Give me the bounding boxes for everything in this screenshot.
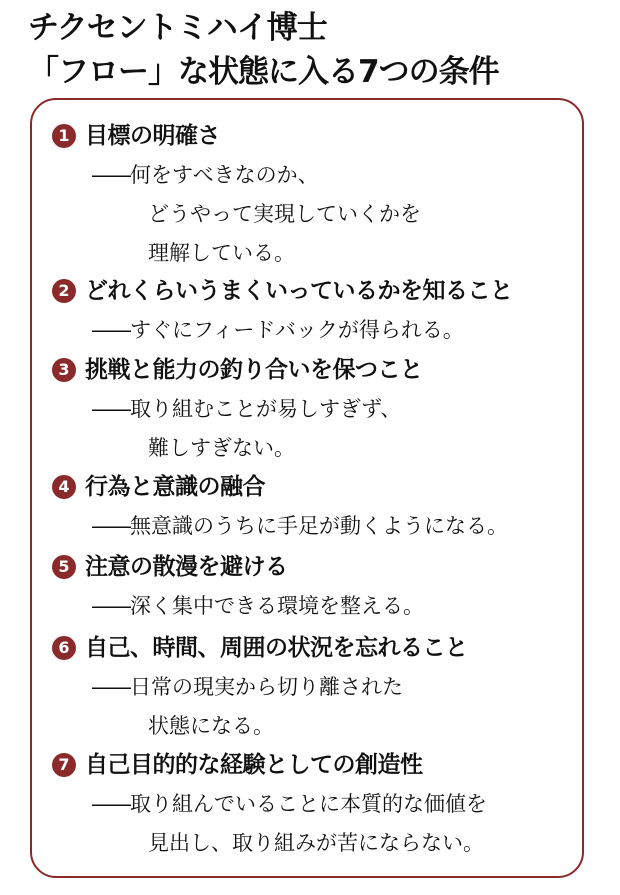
condition-item-2 <box>52 271 592 350</box>
dash-mark: ―― <box>92 792 128 816</box>
title-line-2: 「フロー」な状態に入る7つの条件 <box>28 54 499 90</box>
condition-description <box>52 785 592 863</box>
condition-heading: 自己目的的な経験としての創造性 <box>85 752 423 778</box>
description-text: 取り組んでいることに本質的な価値を <box>130 792 487 816</box>
condition-item-3 <box>52 350 592 468</box>
title-block <box>28 6 499 94</box>
condition-heading-row <box>52 350 592 390</box>
condition-heading: 自己、時間、周囲の状況を忘れること <box>85 635 468 661</box>
condition-heading: 目標の明確さ <box>85 123 220 149</box>
description-text: 取り組むことが易しすぎず、 <box>130 397 402 421</box>
condition-description <box>52 668 592 746</box>
condition-heading-row <box>52 271 592 311</box>
description-line: どうやって実現していくかを <box>148 202 421 226</box>
condition-heading: 注意の散漫を避ける <box>85 554 288 580</box>
number-badge-1: 1 <box>52 124 76 148</box>
description-line <box>52 390 592 429</box>
description-line <box>52 156 592 195</box>
condition-item-5 <box>52 547 592 626</box>
condition-heading: どれくらいうまくいっているかを知ること <box>85 278 513 304</box>
dash-mark: ―― <box>92 594 128 618</box>
description-line: 難しすぎない。 <box>148 436 295 460</box>
dash-mark: ―― <box>92 163 128 187</box>
description-line <box>52 668 592 707</box>
condition-heading: 挑戦と能力の釣り合いを保つこと <box>85 357 423 383</box>
condition-item-4 <box>52 467 592 546</box>
number-badge-4: 4 <box>52 475 76 499</box>
description-line: 理解している。 <box>148 241 295 265</box>
description-line <box>52 311 592 350</box>
condition-description <box>52 311 592 350</box>
condition-heading-row <box>52 116 592 156</box>
description-line <box>52 587 592 626</box>
dash-mark: ―― <box>92 514 128 538</box>
condition-description <box>52 390 592 468</box>
number-badge-7: 7 <box>52 753 76 777</box>
condition-heading-row <box>52 745 592 785</box>
condition-item-1 <box>52 116 592 273</box>
condition-description <box>52 507 592 546</box>
description-line: 状態になる。 <box>148 714 274 738</box>
condition-description <box>52 156 592 273</box>
condition-heading-row <box>52 547 592 587</box>
condition-item-7 <box>52 745 592 863</box>
condition-heading: 行為と意識の融合 <box>85 474 265 500</box>
description-text: 深く集中できる環境を整える。 <box>130 594 424 618</box>
title-line-1: チクセントミハイ博士 <box>28 10 327 46</box>
description-text: すぐにフィードバックが得られる。 <box>130 318 464 342</box>
description-line: 見出し、取り組みが苦にならない。 <box>148 831 484 855</box>
description-text: 何をすべきなのか、 <box>130 163 319 187</box>
number-badge-5: 5 <box>52 555 76 579</box>
condition-heading-row <box>52 628 592 668</box>
number-badge-6: 6 <box>52 636 76 660</box>
condition-description <box>52 587 592 626</box>
number-badge-2: 2 <box>52 279 76 303</box>
description-line <box>52 507 592 546</box>
condition-item-6 <box>52 628 592 746</box>
dash-mark: ―― <box>92 397 128 421</box>
dash-mark: ―― <box>92 675 128 699</box>
description-line <box>52 785 592 824</box>
number-badge-3: 3 <box>52 358 76 382</box>
dash-mark: ―― <box>92 318 128 342</box>
condition-heading-row <box>52 467 592 507</box>
description-text: 日常の現実から切り離された <box>130 675 403 699</box>
description-text: 無意識のうちに手足が動くようになる。 <box>130 514 508 538</box>
